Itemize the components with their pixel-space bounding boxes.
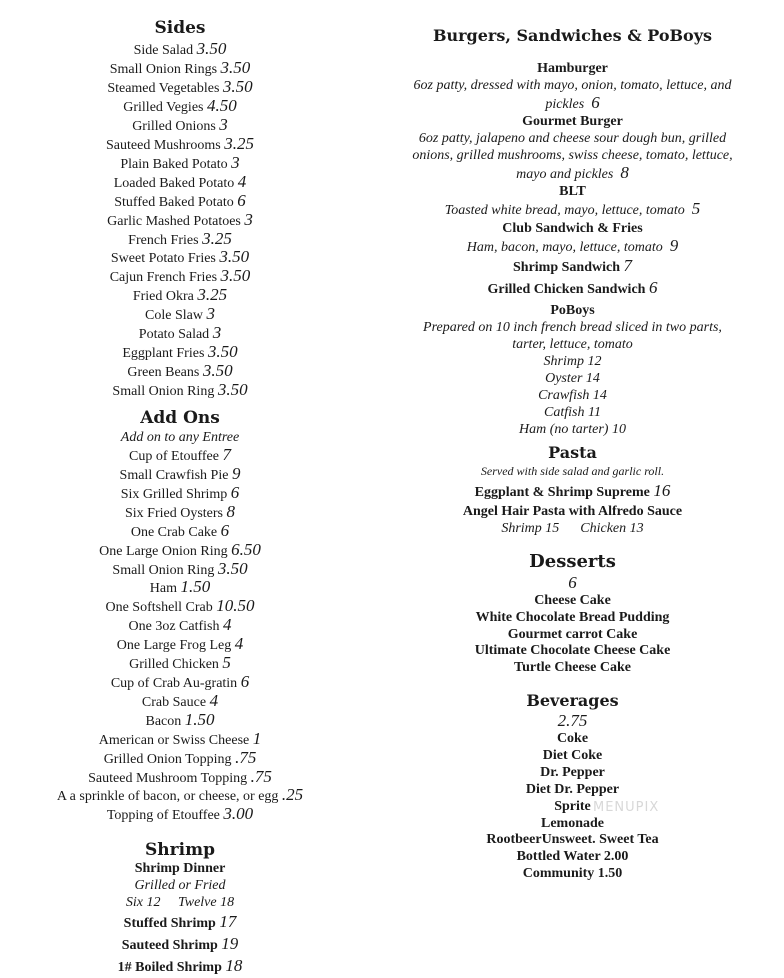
- club-desc: [385, 237, 760, 257]
- sides-item: [20, 228, 340, 250]
- addons-item-name: One Crab Cake: [130, 524, 218, 540]
- poboys-item: Crawfish 14: [538, 388, 607, 403]
- addons-item-name: Sauteed Mushroom Topping: [88, 770, 248, 786]
- addons-item-name: One Large Frog Leg: [116, 638, 232, 654]
- desserts-item: Cheese Cake: [534, 593, 611, 608]
- shrimp-twelve-price: Twelve 18: [177, 895, 235, 911]
- sides-item: [20, 152, 340, 174]
- sides-item: [20, 57, 340, 79]
- addons-item-price: 6: [230, 482, 240, 502]
- addons-item-price: 9: [231, 464, 241, 484]
- addons-item-price: 1: [252, 728, 262, 748]
- addons-item-name: Six Grilled Shrimp: [120, 486, 228, 502]
- addons-item: [20, 520, 340, 542]
- club-item: [385, 220, 760, 257]
- addons-item: [20, 787, 340, 806]
- blt-item: [385, 183, 760, 220]
- sides-item-price: 3: [231, 152, 240, 172]
- addons-item: [20, 709, 340, 731]
- addons-item: [20, 690, 340, 712]
- sides-item-name: Potato Salad: [138, 327, 210, 343]
- sides-item: [20, 76, 340, 98]
- gourmet-price: 8: [620, 163, 629, 182]
- sides-item-name: Sauteed Mushrooms: [106, 137, 221, 153]
- sides-item-name: Grilled Onions: [132, 118, 216, 134]
- angel-hair-chicken-option: Chicken 13: [580, 521, 644, 536]
- chicken-sandwich-name: Grilled Chicken Sandwich: [487, 282, 646, 297]
- sides-item-price: 3.50: [196, 39, 227, 58]
- angel-hair-name: Angel Hair Pasta with Alfredo Sauce: [462, 504, 683, 519]
- shrimp-dinner-style: Grilled or Fried: [134, 878, 226, 894]
- addons-list: [20, 447, 340, 825]
- shrimp-item: [20, 912, 340, 934]
- poboys-list: [385, 353, 760, 438]
- addons-heading: Add Ons: [140, 408, 220, 429]
- addons-item-price: .75: [235, 747, 257, 767]
- addons-item: [20, 539, 340, 561]
- shrimp-heading: Shrimp: [145, 840, 215, 861]
- desserts-price: 6: [568, 573, 577, 592]
- club-desc-text: Ham, bacon, mayo, lettuce, tomato: [466, 240, 663, 255]
- club-price: 9: [669, 236, 679, 255]
- addons-item: [20, 747, 340, 769]
- poboys-item: Shrimp 12: [543, 354, 602, 369]
- sides-item-price: 4: [237, 171, 247, 191]
- sides-item: [20, 114, 340, 136]
- sides-item-price: 3.50: [207, 342, 238, 362]
- sides-item: [20, 209, 340, 231]
- sides-item-name: Garlic Mashed Potatoes: [107, 213, 241, 229]
- sides-item: [20, 41, 340, 60]
- sides-item-price: 3: [212, 323, 222, 343]
- shrimp-sandwich-price: 7: [623, 256, 632, 275]
- beverages-item: Bottled Water 2.00: [516, 849, 629, 865]
- addons-item-price: 6.50: [231, 539, 261, 559]
- addons-item-name: One Large Onion Ring: [99, 543, 228, 559]
- gourmet-desc-2: onions, grilled mushrooms, swiss cheese, tomato, lettuce,: [412, 148, 733, 163]
- sides-item-price: 3.25: [224, 133, 254, 153]
- poboys-item: Ham (no tarter) 10: [519, 422, 626, 437]
- addons-item-name: Grilled Chicken: [129, 657, 219, 673]
- beverages-price: 2.75: [557, 710, 588, 730]
- addons-item-price: .25: [281, 785, 304, 805]
- blt-name: BLT: [559, 184, 586, 199]
- addons-item-price: 3.00: [223, 804, 254, 824]
- sides-item: [20, 382, 340, 401]
- pasta-heading: Pasta: [548, 443, 597, 462]
- addons-item-price: 8: [226, 501, 235, 521]
- addons-item-price: 1.50: [184, 709, 215, 729]
- addons-item-price: 6: [240, 671, 250, 691]
- addons-item-name: Ham: [149, 581, 177, 597]
- sides-item-name: French Fries: [128, 232, 199, 248]
- hamburger-desc-2-text: pickles: [545, 97, 585, 112]
- sides-item-price: 3: [206, 304, 215, 324]
- addons-item-price: 4: [222, 615, 232, 635]
- addons-item: [20, 579, 340, 598]
- sides-item-name: Grilled Vegies: [123, 99, 204, 115]
- addons-item: [20, 501, 340, 523]
- addons-item-name: A a sprinkle of bacon, or cheese, or egg: [56, 789, 279, 805]
- sides-heading: Sides: [154, 18, 206, 38]
- addons-item-name: Cup of Crab Au-gratin: [110, 675, 238, 691]
- poboys-item: Oyster 14: [545, 371, 600, 386]
- shrimp-item: [20, 956, 340, 978]
- addons-item: [20, 671, 340, 693]
- addons-item-name: Topping of Etouffee: [106, 808, 220, 824]
- beverages-item: Community 1.50: [522, 866, 623, 882]
- poboys-desc-1: Prepared on 10 inch french bread sliced in two parts,: [423, 320, 722, 335]
- sides-item-price: 4.50: [206, 95, 237, 115]
- sides-item: [20, 344, 340, 363]
- addons-item: [20, 655, 340, 674]
- addons-item-price: 1.50: [180, 577, 211, 597]
- sides-item: [20, 268, 340, 287]
- addons-item: [20, 447, 340, 466]
- sides-item-name: Eggplant Fries: [122, 346, 205, 362]
- sides-item-name: Plain Baked Potato: [120, 156, 228, 172]
- sides-item: [20, 249, 340, 268]
- addons-item-price: 3.50: [217, 558, 248, 578]
- hamburger-desc-2: [385, 94, 760, 113]
- shrimp-item-name: Stuffed Shrimp: [123, 916, 216, 932]
- poboys-item: Catfish 11: [544, 405, 601, 420]
- shrimp-item-name: 1# Boiled Shrimp: [117, 960, 222, 976]
- gourmet-burger-item: [385, 113, 760, 183]
- shrimp-dinner-prices: [20, 894, 340, 912]
- sides-item: [20, 171, 340, 193]
- addons-item-price: 4: [234, 634, 244, 654]
- sides-item: [20, 306, 340, 325]
- shrimp-item-price: 19: [221, 934, 239, 954]
- sides-list: [20, 41, 340, 401]
- addons-item-name: Bacon: [145, 713, 182, 729]
- addons-item: [20, 636, 340, 655]
- shrimp-sandwich-name: Shrimp Sandwich: [513, 260, 620, 275]
- sides-item-name: Cole Slaw: [145, 308, 203, 324]
- addons-item: [20, 466, 340, 485]
- poboys-desc-2: tarter, lettuce, tomato: [512, 337, 633, 352]
- addons-item: [20, 482, 340, 504]
- sides-item-name: Small Onion Rings: [109, 61, 218, 77]
- addons-item: [20, 617, 340, 636]
- sides-item-price: 6: [237, 190, 246, 210]
- sides-item-price: 3.50: [217, 380, 248, 400]
- sides-item-name: Small Onion Ring: [112, 384, 215, 400]
- sides-item-price: 3.50: [219, 247, 250, 267]
- beverages-item: Coke: [556, 730, 589, 746]
- sides-item-price: 3.50: [202, 361, 233, 381]
- blt-price: 5: [691, 199, 701, 218]
- addons-item: [20, 728, 340, 750]
- sides-item-price: 3: [244, 209, 253, 229]
- hamburger-price: 6: [591, 93, 600, 112]
- desserts-item: Gourmet carrot Cake: [507, 626, 638, 642]
- addons-item-name: Grilled Onion Topping: [103, 751, 232, 767]
- hamburger-item: [385, 60, 760, 113]
- shrimp-item-price: 17: [219, 912, 237, 932]
- sides-item: [20, 95, 340, 117]
- beverages-heading: Beverages: [526, 690, 619, 710]
- addons-item-name: One Softshell Crab: [105, 600, 213, 616]
- hamburger-name: Hamburger: [537, 61, 608, 76]
- sides-item-price: 3.25: [197, 285, 228, 305]
- desserts-item: Turtle Cheese Cake: [514, 660, 631, 676]
- gourmet-desc-3: [385, 164, 760, 183]
- addons-item-price: .75: [250, 766, 272, 786]
- gourmet-burger-name: Gourmet Burger: [522, 114, 623, 129]
- sides-item: [20, 287, 340, 306]
- addons-item-name: Crab Sauce: [141, 694, 207, 710]
- beverages-item: Lemonade: [541, 815, 604, 831]
- sides-item-name: Side Salad: [133, 43, 194, 58]
- addons-item: [20, 806, 340, 825]
- shrimp-item-name: Sauteed Shrimp: [121, 938, 218, 954]
- shrimp-dinner: Shrimp Dinner: [134, 861, 226, 877]
- sides-item-price: 3.50: [220, 57, 251, 77]
- gourmet-desc-3-text: mayo and pickles: [516, 167, 614, 182]
- shrimp-six-price: Six 12: [125, 895, 161, 911]
- sides-item: [20, 133, 340, 155]
- poboys-name: PoBoys: [550, 303, 595, 318]
- addons-item-price: 7: [222, 445, 231, 465]
- sides-item-name: Sweet Potato Fries: [110, 251, 216, 267]
- sides-item: [20, 325, 340, 344]
- addons-note: Add on to any Entree: [120, 430, 240, 446]
- sides-item-name: Green Beans: [127, 365, 200, 381]
- desserts-heading: Desserts: [529, 551, 616, 572]
- sides-item-name: Steamed Vegetables: [107, 80, 220, 96]
- addons-item-price: 4: [209, 690, 219, 710]
- watermark-logo: MENUPIX: [593, 800, 660, 815]
- angel-hair-options: [385, 520, 760, 537]
- addons-item-name: One 3oz Catfish: [128, 619, 220, 635]
- addons-item-name: Cup of Etouffee: [129, 449, 219, 465]
- gourmet-desc-1: 6oz patty, jalapeno and cheese sour dough bun, grilled: [418, 131, 727, 146]
- desserts-list: [385, 593, 760, 677]
- eggplant-shrimp-name: Eggplant & Shrimp Supreme: [474, 485, 650, 500]
- shrimp-item-price: 18: [225, 956, 243, 976]
- shrimp-item: [20, 934, 340, 956]
- addons-item-name: Small Onion Ring: [112, 562, 215, 578]
- burgers-heading: Burgers, Sandwiches & PoBoys: [432, 26, 713, 45]
- addons-item-name: Small Crawfish Pie: [119, 468, 229, 484]
- sides-item-price: 3.50: [222, 76, 253, 96]
- eggplant-shrimp-price: 16: [653, 481, 671, 500]
- sides-item-price: 3: [219, 114, 228, 134]
- sides-item: [20, 190, 340, 212]
- addons-item-name: Six Fried Oysters: [125, 505, 223, 521]
- beverages-item: RootbeerUnsweet. Sweet Tea: [486, 832, 659, 848]
- sides-item-name: Stuffed Baked Potato: [114, 194, 234, 210]
- shrimp-list: [20, 912, 340, 978]
- left-column: [20, 0, 340, 978]
- hamburger-desc-1: 6oz patty, dressed with mayo, onion, tomato, lettuce, and: [413, 78, 732, 93]
- pasta-note: Served with side salad and garlic roll.: [480, 464, 665, 478]
- beverages-item: Diet Dr. Pepper: [525, 781, 620, 797]
- right-column: [385, 0, 760, 883]
- blt-desc-text: Toasted white bread, mayo, lettuce, tomato: [444, 203, 685, 218]
- addons-item-price: 6: [220, 520, 230, 540]
- beverages-item: Diet Coke: [542, 747, 603, 763]
- addons-item-name: American or Swiss Cheese: [98, 732, 250, 748]
- beverages-item: Dr. Pepper: [540, 764, 605, 780]
- beverages-item: Sprite: [554, 798, 591, 814]
- poboys-item: [385, 302, 760, 438]
- angel-hair-shrimp-option: Shrimp 15: [501, 521, 560, 536]
- addons-item-price: 10.50: [216, 596, 255, 616]
- sides-item-price: 3.50: [220, 266, 251, 286]
- blt-desc: [385, 200, 760, 220]
- sides-item-name: Cajun French Fries: [109, 270, 218, 286]
- chicken-sandwich-item: [385, 277, 760, 301]
- chicken-sandwich-price: 6: [648, 278, 658, 297]
- club-name: Club Sandwich & Fries: [502, 221, 643, 236]
- sides-item-name: Loaded Baked Potato: [113, 175, 235, 191]
- sides-item-name: Fried Okra: [132, 289, 194, 305]
- desserts-item: Ultimate Chocolate Cheese Cake: [474, 643, 671, 659]
- sides-item-price: 3.25: [202, 228, 232, 248]
- eggplant-shrimp-item: [385, 481, 760, 503]
- sides-item: [20, 363, 340, 382]
- addons-item-price: 5: [222, 653, 231, 673]
- addons-item: [20, 598, 340, 617]
- beverages-list: [385, 731, 760, 883]
- desserts-item: White Chocolate Bread Pudding: [475, 609, 670, 625]
- shrimp-sandwich-item: [385, 257, 760, 277]
